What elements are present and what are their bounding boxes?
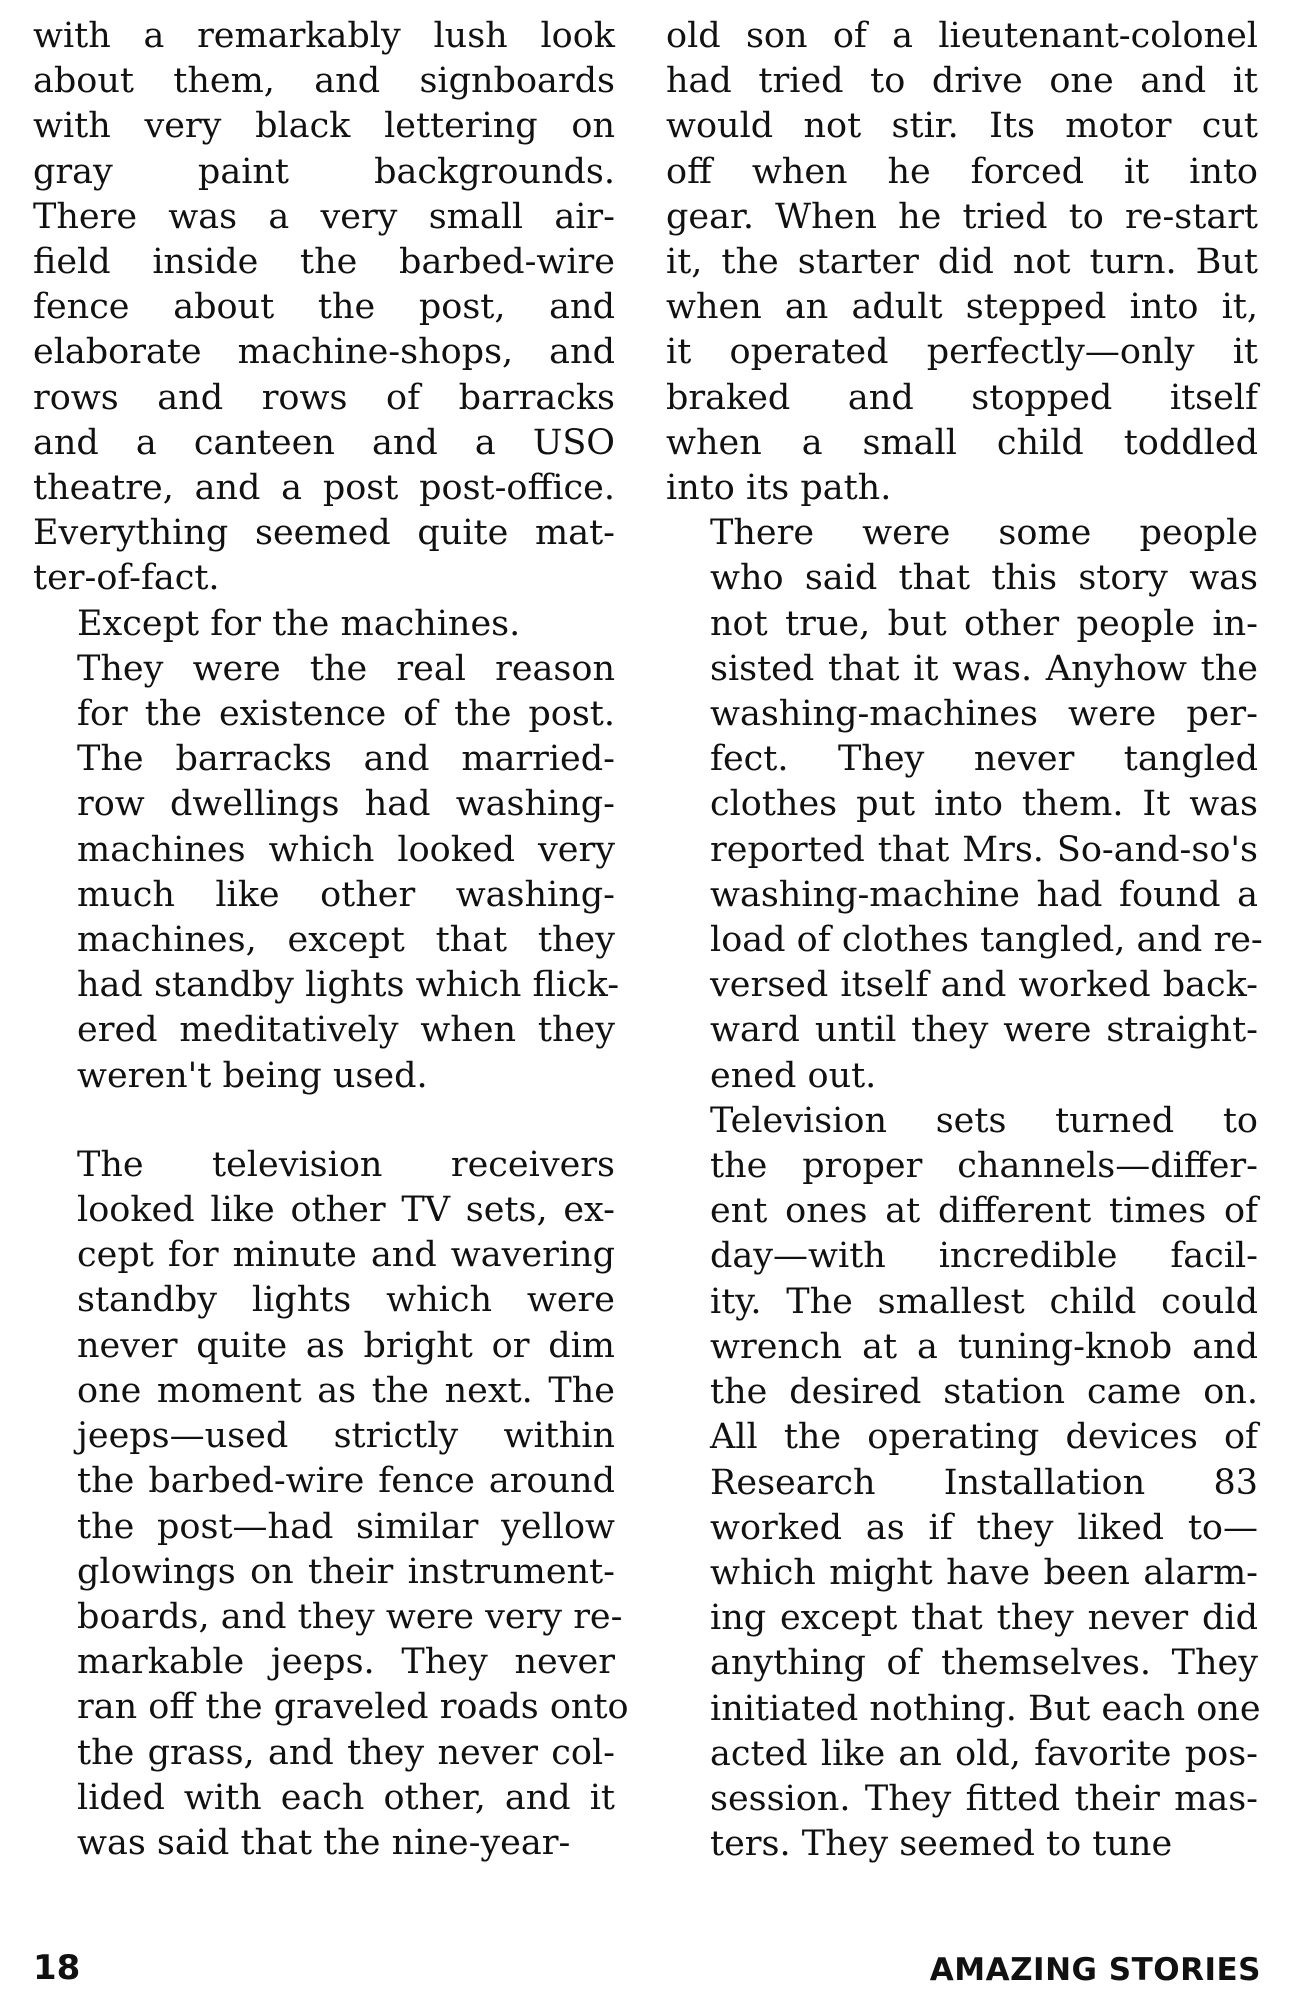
text-line: Everything seemed quite mat- [33, 513, 615, 554]
text-line: ered meditatively when they [77, 1010, 615, 1051]
text-line: machines which looked very [77, 829, 615, 870]
text-line: which might have been alarm- [710, 1552, 1258, 1593]
text-line: Television sets turned to [710, 1100, 1258, 1141]
text-line: and a canteen and a USO [33, 422, 615, 463]
text-line: rows and rows of barracks [33, 377, 615, 418]
text-line: load of clothes tangled, and re- [710, 920, 1263, 961]
text-line: worked as if they liked to— [710, 1507, 1258, 1548]
text-line: versed itself and worked back- [710, 965, 1258, 1006]
text-line: gear. When he tried to re-start [666, 196, 1258, 237]
text-line: lided with each other, and it [77, 1777, 615, 1818]
text-line: They were the real reason [77, 648, 615, 689]
text-line: the grass, and they never col- [77, 1732, 615, 1773]
text-line: cept for minute and wavering [77, 1235, 615, 1276]
text-line: wrench at a tuning-knob and [710, 1326, 1258, 1367]
paragraph-lieutenant-son [666, 14, 1258, 511]
text-line: Except for the machines. [77, 603, 521, 644]
text-line: glowings on their instrument- [77, 1551, 615, 1592]
text-line: ran off the graveled roads onto [77, 1687, 629, 1728]
text-line: ter-of-fact. [33, 558, 220, 599]
text-line: weren't being used. [77, 1055, 428, 1096]
text-line: ing except that they never did [710, 1598, 1258, 1639]
text-line: machines, except that they [77, 920, 615, 961]
text-line: reported that Mrs. So-and-so's [710, 829, 1258, 870]
text-line: Research Installation 83 [710, 1462, 1258, 1503]
text-line: for the existence of the post. [77, 694, 615, 735]
text-line: theatre, and a post post-office. [33, 468, 615, 509]
text-line: looked like other TV sets, ex- [77, 1190, 615, 1231]
text-line: anything of themselves. They [710, 1643, 1258, 1684]
text-line: would not stir. Its motor cut [666, 106, 1258, 147]
text-line: much like other washing- [77, 874, 615, 915]
paragraph-television-sets [666, 1099, 1261, 1867]
text-line: day—with incredible facil- [710, 1236, 1258, 1277]
page-number: 18 [33, 1948, 81, 1988]
text-line: sisted that it was. Anyhow the [710, 648, 1258, 689]
text-line: the barbed-wire fence around [77, 1461, 615, 1502]
magazine-title: AMAZING STORIES [929, 1952, 1261, 1988]
text-line: the post—had similar yellow [77, 1506, 615, 1547]
text-line: markable jeeps. They never [77, 1642, 615, 1683]
text-line: The barracks and married- [77, 739, 615, 780]
text-line: one moment as the next. The [77, 1370, 615, 1411]
text-line: into its path. [666, 468, 892, 509]
text-line: with very black lettering on [33, 106, 615, 147]
text-line: braked and stopped itself [666, 377, 1258, 418]
right-column [666, 14, 1263, 1867]
text-line: ters. They seemed to tune [710, 1824, 1173, 1865]
text-line: initiated nothing. But each one [710, 1688, 1261, 1729]
text-line: boards, and they were very re- [77, 1596, 623, 1637]
text-line: gray paint backgrounds. [33, 151, 615, 192]
text-line: clothes put into them. It was [710, 784, 1258, 825]
text-line: ity. The smallest child could [710, 1281, 1258, 1322]
text-line: All the operating devices of [710, 1417, 1258, 1458]
text-line: it, the starter did not turn. But [666, 242, 1258, 283]
text-line: when a small child toddled [666, 422, 1258, 463]
text-line: standby lights which were [77, 1280, 615, 1321]
paragraph-lush-look [33, 14, 615, 602]
text-line: elaborate machine-shops, and [33, 332, 615, 373]
text-line: washing-machine had found a [710, 874, 1258, 915]
text-line: ward until they were straight- [710, 1010, 1258, 1051]
text-line: the proper channels—differ- [710, 1146, 1258, 1187]
paragraph-television-receivers [33, 1143, 629, 1866]
text-line: The television receivers [77, 1144, 615, 1185]
text-line: session. They fitted their mas- [710, 1778, 1258, 1819]
text-line: ent ones at different times of [710, 1191, 1258, 1232]
text-line: had tried to drive one and it [666, 61, 1258, 102]
text-line: old son of a lieutenant-colonel [666, 16, 1258, 56]
paragraph-real-reason [33, 647, 620, 1099]
text-line: acted like an old, favorite pos- [710, 1733, 1258, 1774]
text-line: ened out. [710, 1055, 877, 1096]
text-line: field inside the barbed-wire [33, 242, 615, 283]
text-line: jeeps—used strictly within [77, 1416, 615, 1457]
text-line: There was a very small air- [33, 196, 615, 237]
text-line: it operated perfectly—only it [666, 332, 1258, 373]
text-line: off when he forced it into [666, 151, 1258, 192]
text-line: washing-machines were per- [710, 694, 1258, 735]
paragraph-story-not-true [666, 511, 1263, 1099]
text-line: was said that the nine-year- [77, 1822, 571, 1863]
text-line: never quite as bright or dim [77, 1325, 615, 1366]
text-line: when an adult stepped into it, [666, 287, 1258, 328]
text-line: the desired station came on. [710, 1372, 1258, 1413]
text-line: had standby lights which flick- [77, 965, 620, 1006]
text-line: about them, and signboards [33, 61, 615, 102]
text-line: row dwellings had washing- [77, 784, 615, 825]
text-line: There were some people [710, 513, 1258, 554]
left-column [33, 14, 629, 1866]
paragraph-except-machines [33, 602, 615, 647]
text-line: fence about the post, and [33, 287, 615, 328]
text-line: who said that this story was [710, 558, 1258, 599]
text-line: with a remarkably lush look [33, 16, 615, 56]
text-line: not true, but other people in- [710, 603, 1258, 644]
text-line: fect. They never tangled [710, 739, 1258, 780]
